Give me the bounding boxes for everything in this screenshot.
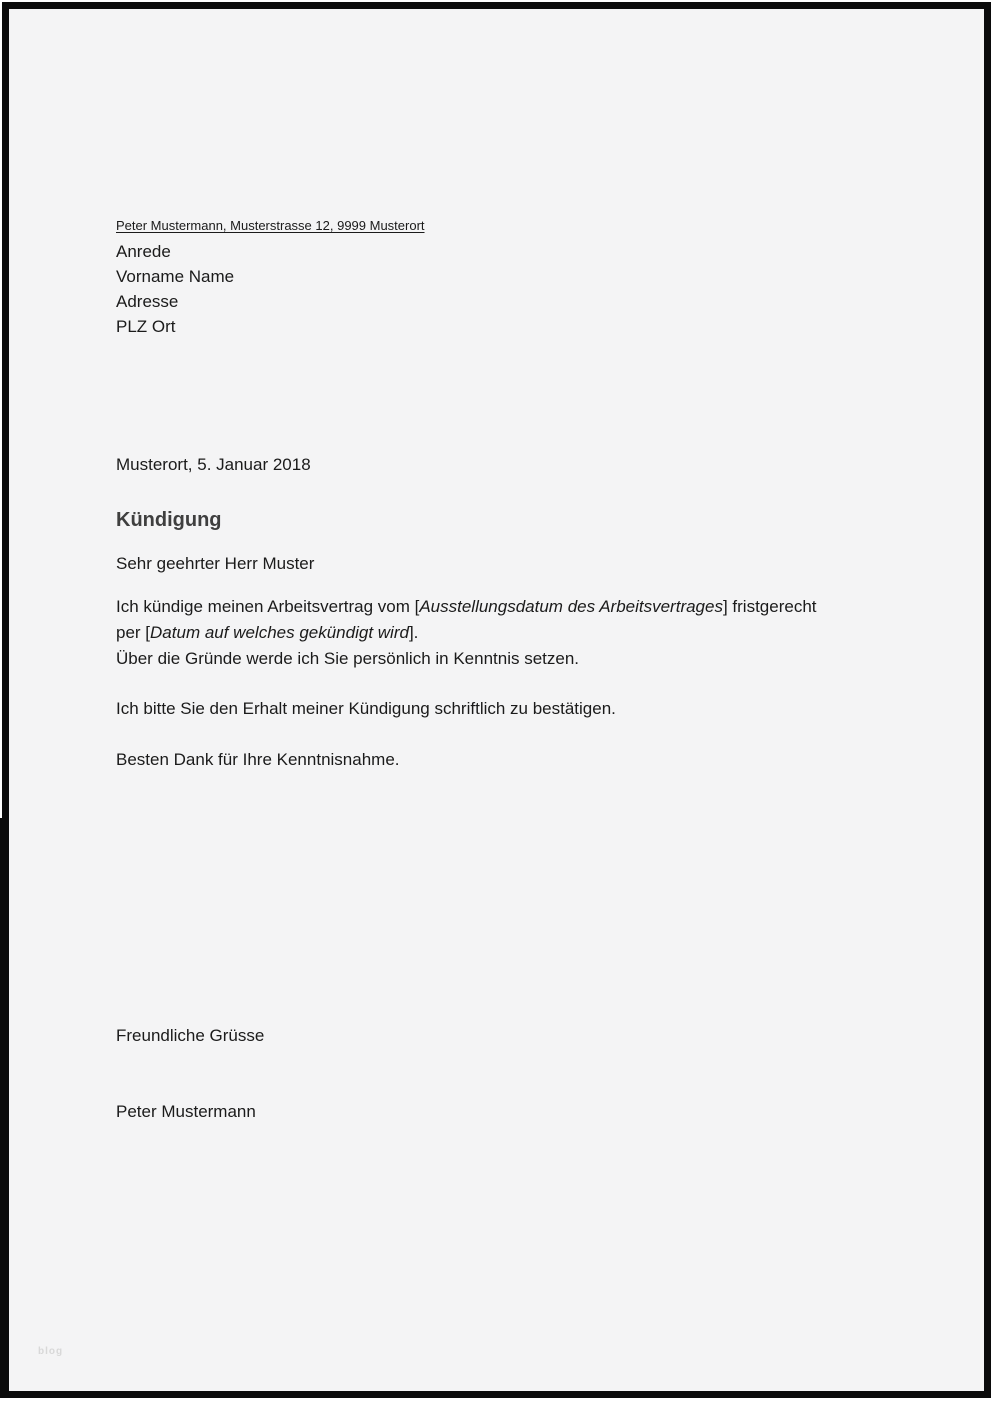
paragraph1-line1-pre: Ich kündige meinen Arbeitsvertrag vom [ <box>116 597 420 616</box>
recipient-name: Vorname Name <box>116 267 235 286</box>
sender-address-line: Peter Mustermann, Musterstrasse 12, 9999 Musterort <box>116 218 425 233</box>
paragraph1-line1-post: ] fristgerecht <box>722 597 817 616</box>
paragraph1-line2 <box>116 620 817 646</box>
body-paragraph-1 <box>116 594 817 672</box>
paragraph1-line1-placeholder: Ausstellungsdatum des Arbeitsvertrages <box>419 597 723 616</box>
greeting-line: Sehr geehrter Herr Muster <box>116 554 315 573</box>
paragraph1-line2-pre: per [ <box>116 623 151 642</box>
body-paragraph-2: Ich bitte Sie den Erhalt meiner Kündigung schriftlich zu bestätigen. <box>116 699 616 718</box>
watermark-text: blog <box>38 1346 64 1357</box>
recipient-city: PLZ Ort <box>116 317 176 336</box>
closing-line: Freundliche Grüsse <box>116 1026 265 1045</box>
body-paragraph-3: Besten Dank für Ihre Kenntnisnahme. <box>116 750 400 769</box>
recipient-salutation: Anrede <box>116 242 171 261</box>
subject-heading: Kündigung <box>116 509 222 531</box>
place-date-line: Musterort, 5. Januar 2018 <box>116 455 311 474</box>
signature-name: Peter Mustermann <box>116 1102 256 1121</box>
paragraph1-line3: Über die Gründe werde ich Sie persönlich in Kenntnis setzen. <box>116 649 580 668</box>
recipient-address-block <box>116 239 234 339</box>
recipient-street: Adresse <box>116 292 179 311</box>
paragraph1-line1 <box>116 594 817 620</box>
paragraph1-line2-placeholder: Datum auf welches gekündigt wird <box>150 623 409 642</box>
paragraph1-line2-post: ]. <box>408 623 419 642</box>
